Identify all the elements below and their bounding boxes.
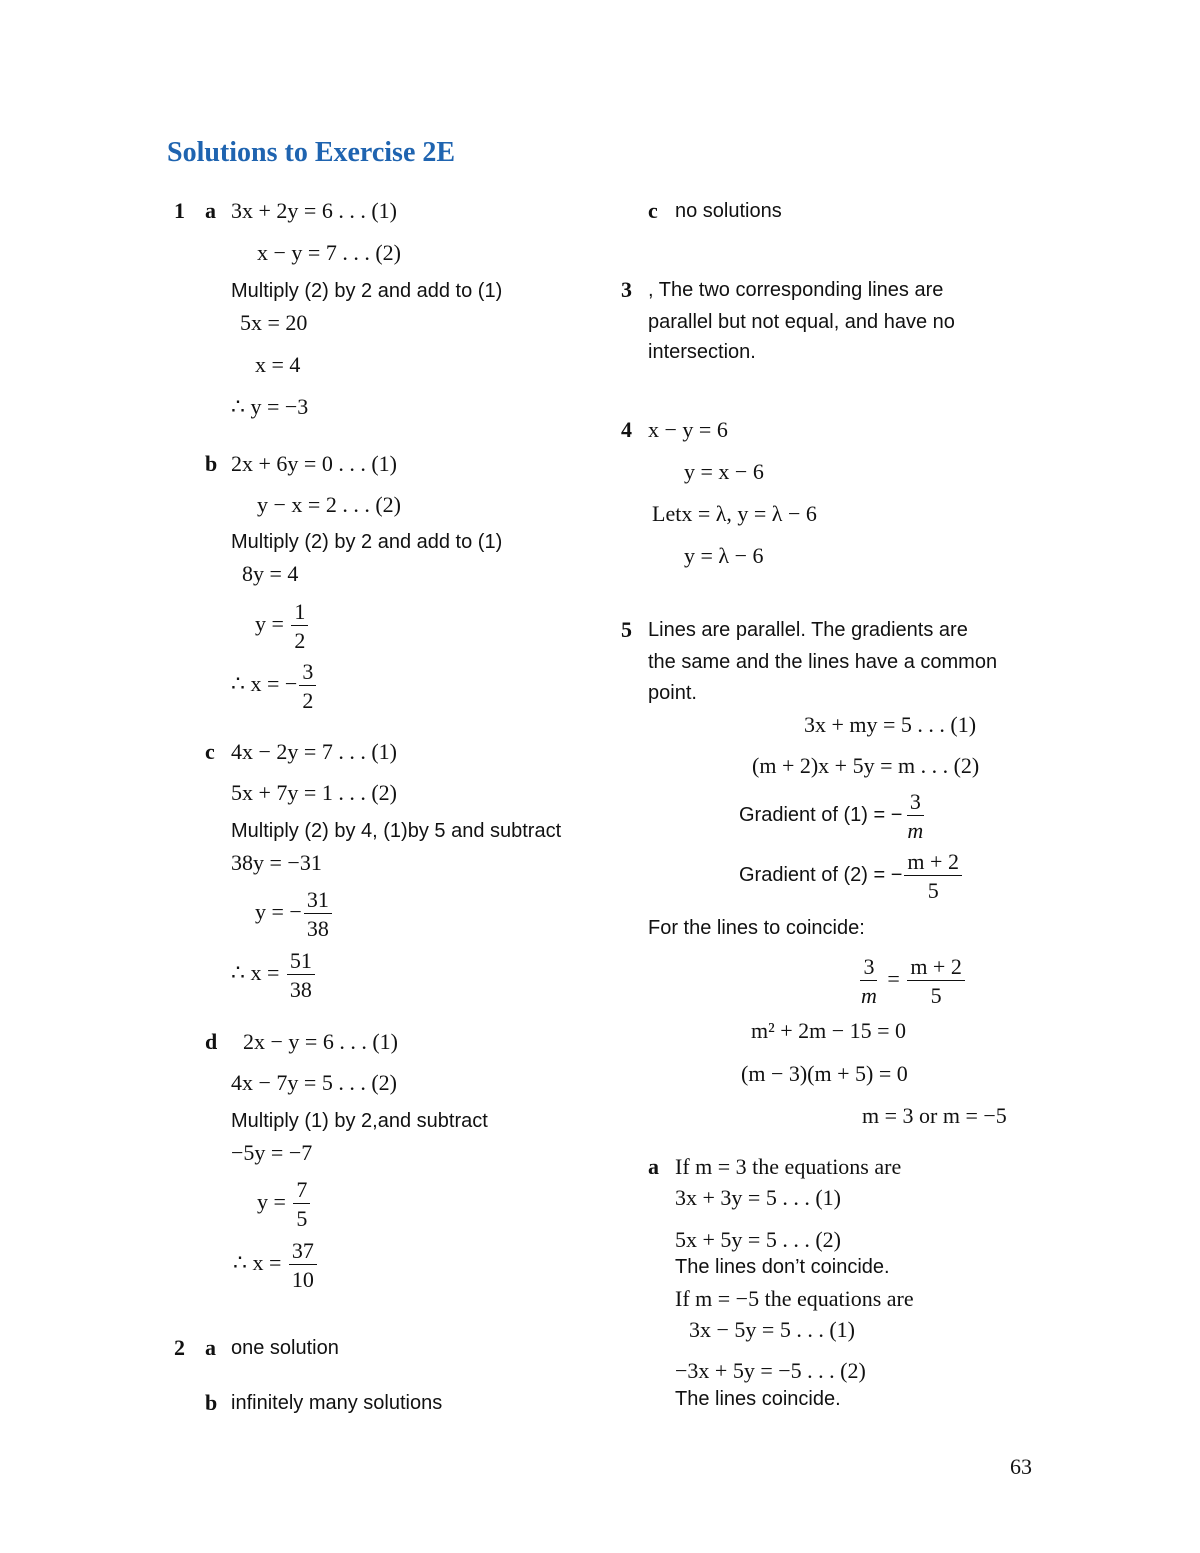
answer-text: The lines coincide. — [675, 1388, 841, 1410]
equation: 5x = 20 — [240, 310, 308, 335]
answer-text: The lines don’t coincide. — [675, 1256, 890, 1278]
numerator: 37 — [289, 1239, 317, 1265]
answer-text: no solutions — [675, 200, 782, 222]
instruction-text: Multiply (2) by 2 and add to (1) — [231, 531, 503, 553]
equation: y = λ − 6 — [684, 543, 764, 568]
equation: 8y = 4 — [242, 561, 299, 586]
fraction — [291, 600, 308, 652]
equation: m = 3 or m = −5 — [862, 1103, 1007, 1128]
answer-text: , The two corresponding lines are — [648, 279, 944, 301]
fraction-equation — [739, 850, 964, 902]
equation: x − y = 7 . . . (2) — [257, 240, 401, 265]
fraction — [287, 949, 315, 1001]
denominator: 38 — [289, 977, 312, 1003]
fraction — [289, 1239, 317, 1291]
equals-sign: = — [887, 966, 900, 992]
part-label: c — [648, 198, 658, 223]
equation: (m − 3)(m + 5) = 0 — [741, 1061, 908, 1086]
equation: Letx = λ, y = λ − 6 — [652, 501, 817, 526]
equation: 4x − 7y = 5 . . . (2) — [231, 1070, 397, 1095]
denominator: 5 — [927, 878, 939, 904]
equation: (m + 2)x + 5y = m . . . (2) — [752, 753, 980, 778]
answer-text: one solution — [231, 1337, 339, 1359]
answer-text: point. — [648, 682, 697, 704]
fraction — [904, 850, 962, 902]
equation-lhs: ∴ x = − — [231, 671, 298, 697]
fraction-equation — [739, 790, 928, 842]
question-number: 3 — [621, 277, 632, 302]
fraction-equation — [255, 600, 310, 652]
question-number: 5 — [621, 617, 632, 642]
equation: ∴ y = −3 — [231, 394, 309, 419]
instruction-text: Multiply (2) by 2 and add to (1) — [231, 280, 503, 302]
page-number: 63 — [1010, 1454, 1032, 1479]
answer-text: For the lines to coincide: — [648, 917, 865, 939]
part-label: c — [205, 739, 215, 764]
fraction — [907, 955, 965, 1007]
denominator: 2 — [294, 628, 306, 654]
part-label: d — [205, 1029, 218, 1054]
numerator: 3 — [299, 660, 316, 686]
denominator: m — [861, 983, 877, 1009]
part-label: b — [205, 1390, 218, 1415]
question-number: 2 — [174, 1335, 185, 1360]
answer-text: If m = −5 the equations are — [675, 1286, 914, 1311]
equation: 3x + my = 5 . . . (1) — [804, 712, 977, 737]
fraction — [304, 888, 332, 940]
fraction-equation — [856, 955, 967, 1007]
denominator: m — [907, 818, 924, 844]
equation: 2x − y = 6 . . . (1) — [243, 1029, 398, 1054]
question-number: 4 — [621, 417, 632, 442]
answer-text: infinitely many solutions — [231, 1392, 443, 1414]
answer-text: intersection. — [648, 341, 756, 363]
equation-lhs: ∴ x = — [231, 960, 280, 986]
answer-text: parallel but not equal, and have no — [648, 311, 955, 333]
equation-lhs: y = − — [255, 899, 302, 925]
instruction-text: Multiply (1) by 2,and subtract — [231, 1110, 488, 1132]
numerator: 51 — [287, 949, 315, 975]
fraction — [858, 955, 880, 1007]
equation: 38y = −31 — [231, 850, 322, 875]
part-label: a — [205, 1335, 216, 1360]
equation: 3x + 2y = 6 . . . (1) — [231, 198, 397, 223]
denominator: 5 — [930, 983, 942, 1009]
denominator: 2 — [302, 688, 314, 714]
numerator: m + 2 — [904, 850, 962, 876]
equation: 4x − 2y = 7 . . . (1) — [231, 739, 397, 764]
equation-lhs: y = — [257, 1189, 286, 1215]
fraction-equation — [257, 1178, 312, 1230]
numerator: 31 — [304, 888, 332, 914]
fraction — [299, 660, 316, 712]
fraction-equation — [231, 660, 318, 712]
equation: 5x + 7y = 1 . . . (2) — [231, 780, 397, 805]
numerator: 3 — [907, 790, 924, 816]
equation-lhs: y = — [255, 611, 284, 637]
numerator: 1 — [291, 600, 308, 626]
part-label: b — [205, 451, 218, 476]
answer-text: the same and the lines have a common — [648, 651, 998, 673]
fraction — [293, 1178, 310, 1230]
fraction — [904, 790, 926, 842]
equation: y = x − 6 — [684, 459, 764, 484]
equation: 3x − 5y = 5 . . . (1) — [689, 1317, 855, 1342]
equation: m² + 2m − 15 = 0 — [751, 1018, 907, 1043]
question-number: 1 — [174, 198, 185, 223]
equation-lhs: ∴ x = — [233, 1250, 282, 1276]
part-label: a — [205, 198, 216, 223]
equation: x = 4 — [255, 352, 301, 377]
equation: −5y = −7 — [231, 1140, 313, 1165]
equation: x − y = 6 — [648, 417, 728, 442]
denominator: 5 — [296, 1206, 308, 1232]
equation: y − x = 2 . . . (2) — [257, 492, 401, 517]
numerator: 3 — [860, 955, 877, 981]
equation-lhs: Gradient of (1) = − — [739, 804, 903, 827]
fraction-equation — [255, 888, 334, 940]
fraction-equation — [231, 949, 317, 1001]
equation: −3x + 5y = −5 . . . (2) — [675, 1358, 866, 1383]
equation: 3x + 3y = 5 . . . (1) — [675, 1185, 841, 1210]
fraction-equation — [233, 1239, 319, 1291]
page-title: Solutions to Exercise 2E — [167, 137, 456, 168]
equation-lhs: Gradient of (2) = − — [739, 864, 903, 887]
denominator: 10 — [291, 1267, 314, 1293]
numerator: 7 — [293, 1178, 310, 1204]
denominator: 38 — [306, 916, 329, 942]
part-label: a — [648, 1154, 659, 1179]
answer-text: Lines are parallel. The gradients are — [648, 619, 968, 641]
equation: 2x + 6y = 0 . . . (1) — [231, 451, 397, 476]
numerator: m + 2 — [907, 955, 965, 981]
equation: 5x + 5y = 5 . . . (2) — [675, 1227, 841, 1252]
answer-text: If m = 3 the equations are — [675, 1154, 902, 1179]
instruction-text: Multiply (2) by 4, (1)by 5 and subtract — [231, 820, 562, 842]
